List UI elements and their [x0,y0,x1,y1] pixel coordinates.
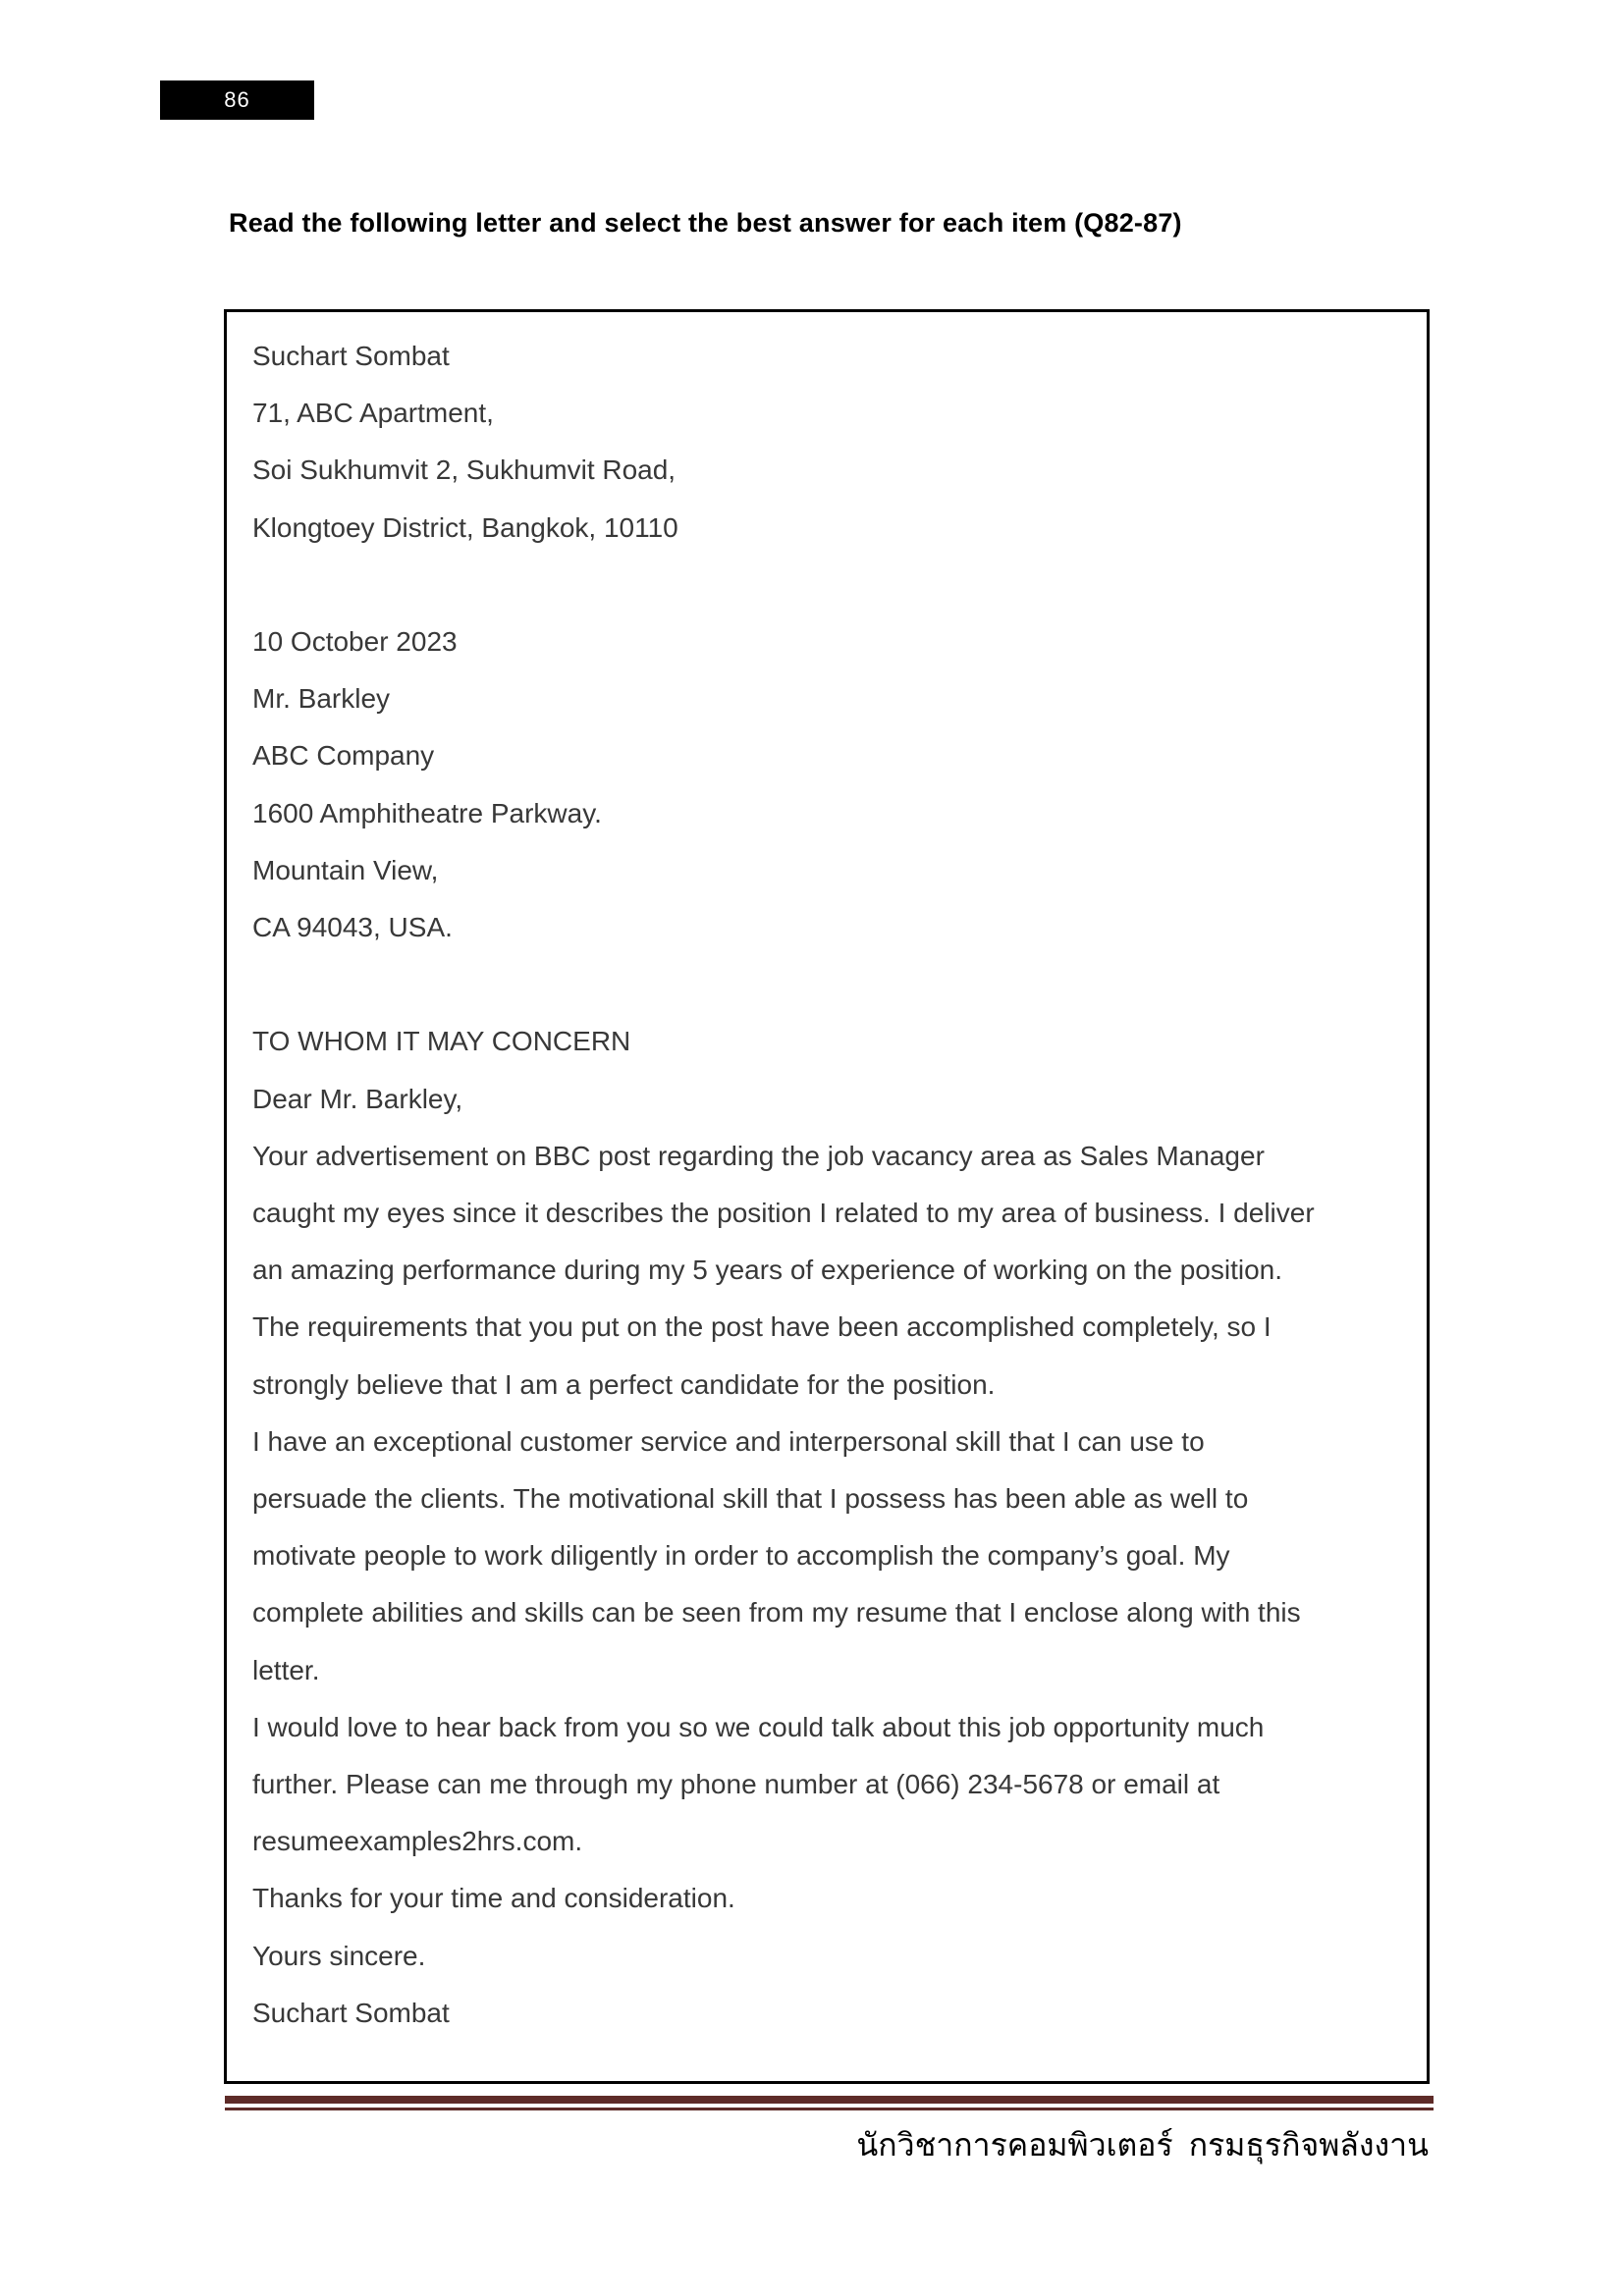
letter-box [224,309,1430,2084]
letter-body-line: further. Please can me through my phone number at (066) 234-5678 or email at [252,1769,1220,1800]
page-number: 86 [224,87,250,112]
salutation-header: TO WHOM IT MAY CONCERN [252,1026,631,1057]
letter-date: 10 October 2023 [252,626,458,657]
letter-closing-line: Suchart Sombat [252,1997,450,2028]
sender-address-line: Suchart Sombat [252,341,450,371]
footer-text: นักวิชาการคอมพิวเตอร์ กรมธุรกิจพลังงาน [856,2127,1429,2163]
letter-body-line: I have an exceptional customer service and interpersonal skill that I can use to [252,1425,1205,1457]
recipient-address-line: Mr. Barkley [252,683,391,715]
letter-body-line: caught my eyes since it describes the position I related to my area of business. I deliver [252,1198,1315,1229]
letter-body-line: strongly believe that I am a perfect candidate for the position. [252,1368,996,1400]
letter-body-line: I would love to hear back from you so we could talk about this job opportunity much [252,1711,1265,1742]
sender-address-block [252,328,1403,557]
instruction-heading: Read the following letter and select the best answer for each item (Q82-87) [229,208,1182,238]
sender-address-line: Soi Sukhumvit 2, Sukhumvit Road, [252,454,677,486]
letter-body-line: Your advertisement on BBC post regarding the job vacancy area as Sales Manager [252,1140,1265,1171]
letter-body-line: persuade the clients. The motivational skill that I possess has been able as well to [252,1483,1249,1515]
footer-rule-thin [225,2108,1434,2110]
sender-address-line: Klongtoey District, Bangkok, 10110 [252,511,678,543]
footer-rule-thick [225,2096,1434,2104]
letter-body-line: complete abilities and skills can be seen from my resume that I enclose along with this [252,1597,1301,1629]
page-number-badge [160,80,314,120]
letter-closing-line: Yours sincere. [252,1940,426,1971]
letter-closing-line: Thanks for your time and consideration. [252,1883,735,1914]
letter-body [252,1128,1403,1871]
recipient-address-line: Mountain View, [252,854,439,885]
recipient-address-block [252,670,1403,956]
salutation: Dear Mr. Barkley, [252,1083,463,1114]
recipient-address-line: ABC Company [252,740,435,772]
recipient-address-line: 1600 Amphitheatre Parkway. [252,797,602,828]
recipient-address-line: CA 94043, USA. [252,912,453,943]
letter-closing [252,1870,1403,2042]
letter-body-line: resumeexamples2hrs.com. [252,1826,583,1857]
spacer [252,956,1403,1013]
letter-body-line: letter. [252,1654,320,1685]
sender-address-line: 71, ABC Apartment, [252,398,494,429]
letter-body-line: motivate people to work diligently in order to accomplish the company’s goal. My [252,1540,1230,1572]
spacer [252,557,1403,614]
letter-body-line: an amazing performance during my 5 years of experience of working on the position. [252,1255,1283,1286]
letter-body-line: The requirements that you put on the post have been accomplished completely, so I [252,1311,1272,1343]
